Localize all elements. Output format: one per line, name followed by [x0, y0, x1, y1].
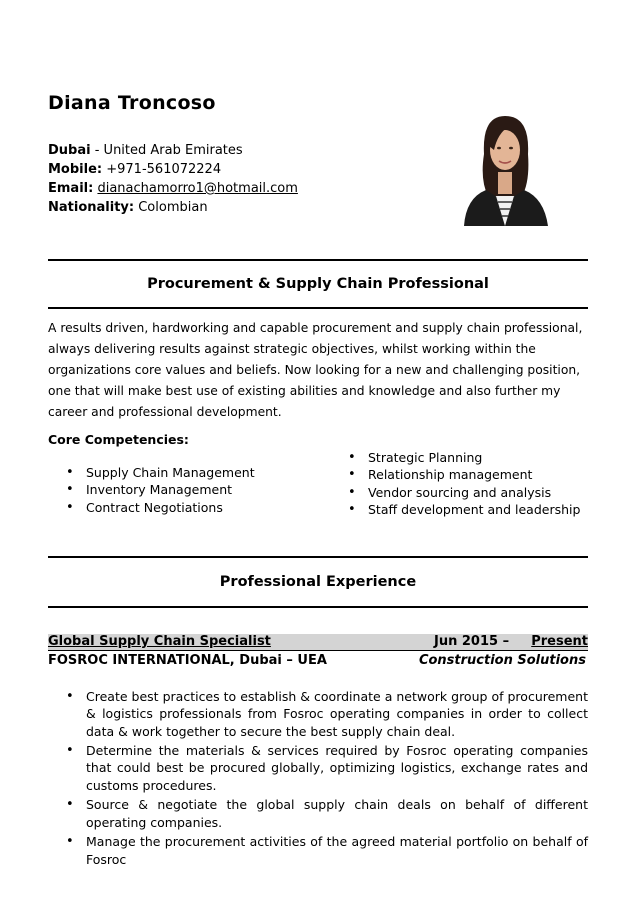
section-divider-top	[48, 556, 588, 558]
profile-heading: Procurement & Supply Chain Professional	[147, 276, 489, 292]
job-end-date: Present	[531, 634, 588, 649]
company-industry: Construction Solutions	[418, 653, 586, 668]
nationality-value: Colombian	[138, 200, 208, 215]
list-item: • Vendor sourcing and analysis	[330, 484, 590, 501]
nationality-label: Nationality:	[48, 200, 135, 215]
list-item: • Staff development and leadership	[330, 501, 590, 518]
profile-summary: A results driven, hardworking and capable procurement and supply chain professional, always delivering results against strategic objectives, whilst working within the organizations core values and beliefs. Now looking for a new and challenging position, one that will make best use of existing abilities and knowledge and also further my career and professional development.	[48, 321, 583, 419]
location-line	[48, 143, 243, 159]
mobile-label: Mobile:	[48, 162, 103, 177]
list-item: • Source & negotiate the global supply chain deals on behalf of different operating companies.	[48, 796, 588, 831]
profile-photo	[458, 110, 552, 226]
city-label: Dubai	[48, 143, 91, 158]
core-competencies-label: Core Competencies:	[48, 432, 189, 447]
job-header-bar	[48, 634, 588, 651]
section-divider-top	[48, 259, 588, 261]
list-item: • Supply Chain Management	[48, 464, 328, 481]
list-item: • Create best practices to establish & coordinate a network group of procurement & logistics professionals from Fosroc operating companies in order to collect data & work together to secure the best supply chain deal.	[48, 688, 588, 740]
mobile-value: +971-561072224	[106, 162, 222, 177]
email-label: Email:	[48, 181, 94, 196]
job-title: Global Supply Chain Specialist	[48, 634, 271, 649]
competencies-left-list	[48, 464, 328, 516]
list-item: • Contract Negotiations	[48, 499, 328, 516]
nationality-line	[48, 200, 208, 216]
competencies-right-list	[330, 449, 590, 518]
experience-heading: Professional Experience	[219, 574, 417, 590]
email-line	[48, 181, 298, 197]
section-divider-bottom	[48, 307, 588, 309]
list-item: • Determine the materials & services required by Fosroc operating companies that could best be procured globally, optimizing logistics, exchange rates and customs procedures.	[48, 742, 588, 794]
candidate-name: Diana Troncoso	[48, 92, 216, 114]
list-item: • Relationship management	[330, 466, 590, 483]
list-item: • Strategic Planning	[330, 449, 590, 466]
list-item: • Inventory Management	[48, 481, 328, 498]
job-start-date: Jun 2015 –	[434, 634, 510, 649]
list-item: • Manage the procurement activities of the agreed material portfolio on behalf of Fosroc	[48, 833, 588, 868]
job-duties-list	[48, 688, 588, 870]
mobile-line	[48, 162, 221, 178]
company-name: FOSROC INTERNATIONAL, Dubai – UEA	[48, 653, 327, 668]
country-text: - United Arab Emirates	[90, 143, 243, 158]
section-divider-bottom	[48, 606, 588, 608]
email-link[interactable]: dianachamorro1@hotmail.com	[97, 181, 298, 196]
